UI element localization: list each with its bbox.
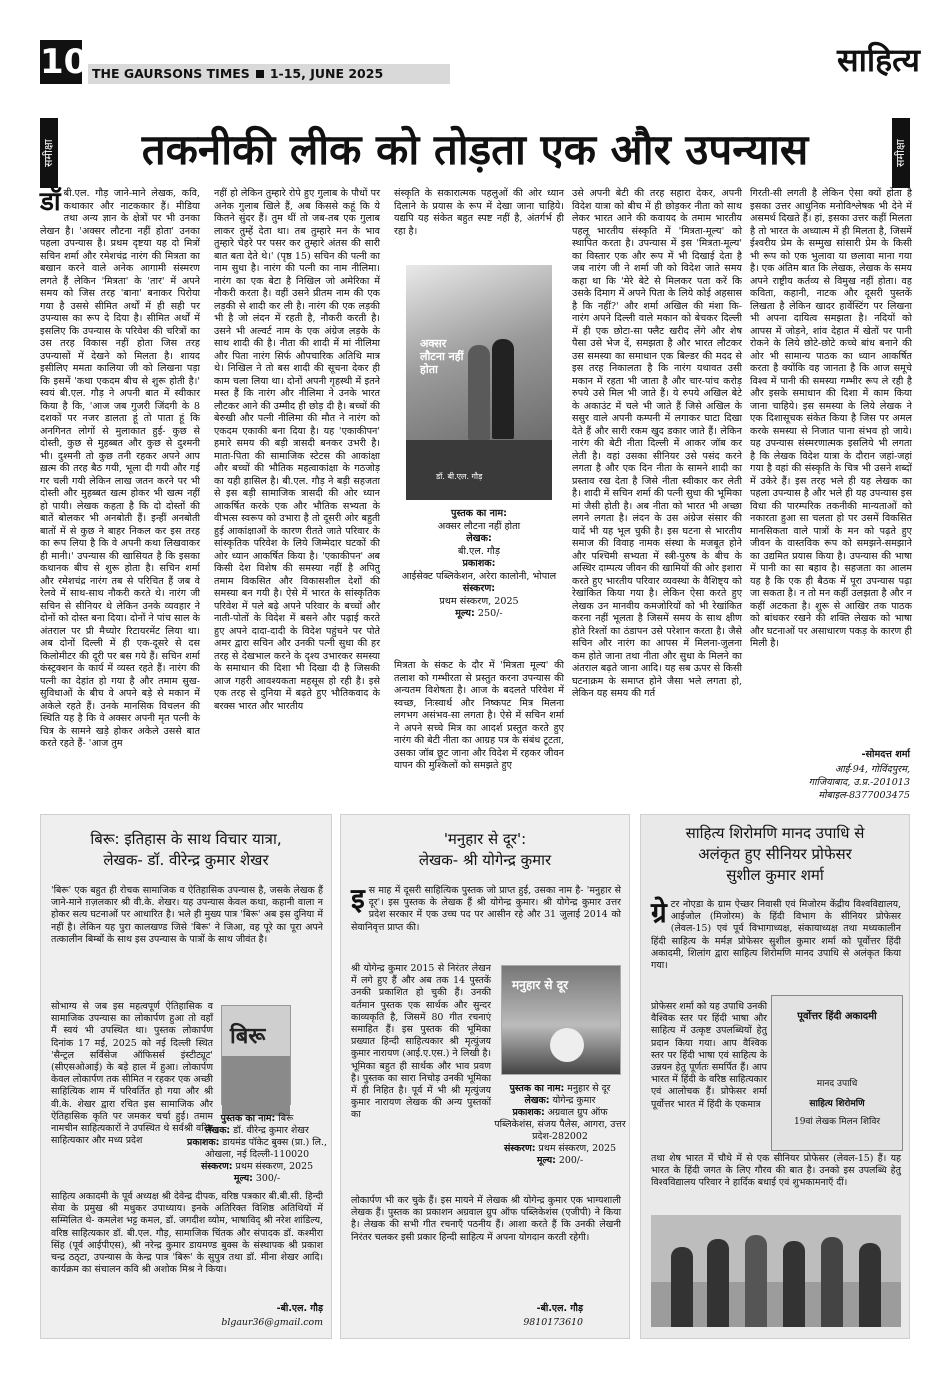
panel3-title-line2: अलंकृत हुए सीनियर प्रोफेसर bbox=[698, 845, 852, 863]
panel1-email: blgaur36@gmail.com bbox=[221, 1317, 323, 1328]
article-text-4: उसे अपनी बेटी की तरह सहारा देकर, अपनी विदेश यात्रा को बीच में ही छोड़कर नीता को साथ लेकर भारत आने की कवायद के तमाम भारतीय पहलू भारतीय संस्कृति में 'मित्रता-मूल्य' को स्थापित करता है। उपन्यास में इस 'मित्रता-मूल्य' का विस्तार एक और रूप में भी दिखाई देता है जब नारंग जी ने शर्मा जी को विदेश जाते समय कहा था कि 'मेरे बेटे से मिलकर पता करें कि उसके दिमाग में अपने पिता के लिये कोई अहसास है कि नहीं?' और शर्मा अखिल की मंशा कि- नारंग अपने दिल्ली वाले मकान को बेचकर दिल्ली में ही एक छोटा-सा फ्लैट खरीद लेंगे और शेष पैसा उसे भेज दें, समझता है और भारत लौटकर उस समस्या का समाधान एक बिल्डर की मदद से इस तरह निकालता है कि नारंग यथावत उसी मकान में रहता भी जाता है और चार-पांच करोड़ रुपये उसे मिल भी जाते हैं। ये रुपये अखिल बेटे के अकाउंट में चले भी जाते हैं जिसे अखिल के ससुर वाले अपनी कम्पनी में लगाकर घाटा दिखा देते हैं और सारी रकम खुद डकार जाते हैं। लेकिन नारंग की बेटी नीता दिल्ली में आकर जॉब कर लेती है। वहां उसका सीनियर उसे पसंद करने लगता है और एक दिन नीता के सामने शादी का प्रस्ताव रख देता है जिसे नीता स्वीकार कर लेती है। शादी में सचिन शर्मा की पत्नी सुधा की भूमिका मां जैसी होती है। अब नीता को भारत भी अच्छा लगने लगता है। लंदन के उस अंग्रेज संसार की यादें भी यह भूल चुकी है। इस घटना से भारतीय समाज की विवाह नामक संस्था के मजबूत होने और पश्चिमी सभ्यता में स्त्री-पुरुष के बीच के अस्थिर दाम्पत्य जीवन की खामियों की ओर इशारा करते हुए भारतीय परिवार व्यवस्था के वैशिष्ट्य को रेखांकित किया गया है। लेकिन ऐसा करते हुए लेखक उन मानवीय कमजोरियों को भी रेखांकित करना नहीं भूलता है जिसमें समय के साथ क्षीण होते रिश्तों का ठंडापन उसे परेशान करता है। जैसे सचिन और नारंग का आपस में मिलना-जुलना कम होते जाना तथा नीता और सुधा के मिलने का अंतराल बढ़ते जाना आदि। यह सब ऊपर से किसी घटनाक्रम के समाप्त होने जैसा भले लगता हो, लेकिन यह समय की गर्त bbox=[572, 188, 742, 699]
manuhar-cover-title: मनुहार से दूर bbox=[512, 978, 568, 992]
manuhar-cover-image bbox=[501, 965, 621, 1075]
person-figure bbox=[707, 1239, 729, 1327]
article-column-3-top bbox=[394, 188, 564, 250]
panel2-edition-label: संस्करण: bbox=[503, 1143, 536, 1154]
square-bullet-icon bbox=[256, 70, 264, 78]
book-publisher: आईसेक्ट पब्लिकेशन, अरेरा कालोनी, भोपाल bbox=[401, 570, 557, 582]
panel2-dropcap: इ bbox=[351, 882, 365, 915]
panel3-text-bottom: तथा शेष भारत में चौथे में से एक सीनियर प्रोफेसर (लेवल-15) हैं। यह भारत के हिंदी जगत के लिए गौरव की बात है। उनको इस उपलब्धि हेतु विश्वविद्यालय परिवार ने हार्दिक बधाई एवं शुभकामनाएँ दीं। bbox=[651, 1153, 901, 1189]
panel1-book-info bbox=[187, 1113, 327, 1185]
panel2-text-mid: श्री योगेन्द्र कुमार 2015 से निरंतर लेखन में लगे हुए हैं और अब तक 14 पुस्तकें उनकी प्रकाशित हो चुकी हैं। उनकी वर्तमान पुस्तक एक सार्थक और सुन्दर काव्यकृति है, जिसमें 80 गीत रचनाएं समाहित हैं। इस पुस्तक की भूमिका प्रख्यात हिन्दी साहित्यकार श्री मृत्युंजय कुमार नारायण (आई.ए.एस.) ने लिखी है। भूमिका बहुत ही सार्थक और भाव प्रवण है। पुस्तक का सारा निचोड़ उनकी भूमिका में ही निहित है। पूर्व में भी श्री मृत्युंजय कुमार नारायण लेखक की अन्य पुस्तकों का bbox=[351, 963, 491, 1121]
article-headline: तकनीकी लीक को तोड़ता एक और उपन्यास bbox=[141, 125, 809, 174]
award-ceremony-photo bbox=[651, 1215, 901, 1327]
article-text-3a: संस्कृति के सकारात्मक पहलुओं की ओर ध्यान दिलाने के प्रयास के रूप में देखा जाना चाहिये। यद्यपि यह संकेत बहुत स्पष्ट नहीं है, अंतर्गर्भ ही रहा है। bbox=[394, 188, 564, 237]
certificate-title: पूर्वोत्तर हिंदी अकादमी bbox=[797, 1011, 877, 1022]
panel2-signature: -बी.एल. गौड़ bbox=[536, 1303, 583, 1314]
panel2-phone: 9810173610 bbox=[523, 1317, 583, 1328]
panel1-title-line1: बिरू: इतिहास के साथ विचार यात्रा, bbox=[90, 830, 282, 848]
panel1-edition: प्रथम संस्करण, 2025 bbox=[235, 1161, 314, 1172]
article-column-4 bbox=[572, 188, 742, 740]
signature-mobile: मोबाइल-8377003475 bbox=[818, 790, 910, 801]
news-panel-award bbox=[640, 814, 910, 1339]
panel2-title bbox=[341, 829, 629, 871]
panel2-title-line2: लेखक- श्री योगेन्द्र कुमार bbox=[418, 851, 552, 869]
review-tag-right: समीक्षा bbox=[892, 118, 910, 188]
panel1-title bbox=[41, 829, 331, 871]
book-info bbox=[398, 508, 560, 621]
person-figure bbox=[745, 1235, 767, 1327]
cover-title: अक्सर लौटना नहीं होता bbox=[420, 337, 464, 376]
panel2-author-label: लेखक: bbox=[524, 1095, 550, 1106]
article-text-1: बी.एल. गौड़ जाने-माने लेखक, कवि, कथाकार और नाटककार हैं। मीडिया तथा अन्य ज्ञान के क्षेत्रों पर भी उनका लेखन है। 'अक्सर लौटना नहीं होता' उनका पहला उपन्यास है। प्रथम दृष्टया यह दो मित्रों सचिन शर्मा और रमेशचंद्र नारंग की मित्रता का बखान करने वाले अनेक आगामी संस्मरण लगते हैं लेकिन 'मित्रता' के 'तार' में अपने समय को जिस तरह 'बाना' बनाकर पिरोया गया है उससे सीमित अर्थों में ही सही पर उपन्यास का रूप दे दिया है। सीमित अर्थों में इसलिए कि उपन्यास के परिवेश की चरित्रों का उस तरह विकास नहीं होता जिस तरह उपन्यासों में देखने को मिलता है। शायद इसीलिए ममता कालिया जी को लिखना पड़ा कि इसमें 'कथा एकदम बीच से शुरू होती है।' स्वयं बी.एल. गौड़ ने अपनी बात में स्वीकार किया है कि, 'आज जब गुजरी जिंदगी के 8 दशकों पर नजर डालता हूं तो पाता हूं कि अनगिनत लोगों से मुलाकात हुई- कुछ से दोस्ती, कुछ से मुहब्बत और कुछ से दुश्मनी भी। दुश्मनी तो कुछ तनी रहकर अपने आप ख़त्म की तरह बैठ गयी, भूला दी गयी और गई गर चली गयी लेकिन लाख जतन करने पर भी दोस्ती और मुहब्बत खत्म होकर भी खत्म नहीं हो पायी। लेखक कहता है कि दो दोस्तों की बातें बोलकर भी अनबोती हैं। इन्हीं अनबोती बातों में से कुछ ने बाहर निकल कर इस तरह का रूप लिया है कि वे अपनी कथा लिखवाकर ही मानी।' उपन्यास की खासियत है कि इसका कथानक बीच से शुरू होता है। सचिन शर्मा और रमेशचंद्र नारंग तब से परिचित हैं जब वे रेलवे में साथ-साथ नौकरी करते थे। नारंग जी सचिन से सीनियर थे लेकिन उनके व्यवहार ने दोनों को दोस्त बना दिया। दोनों ने पांच साल के अंतराल पर प्री मैच्योर रिटायरमेंट लिया था। अब दोनों दिल्ली में ही एक-दूसरे से दस किलोमीटर की दूरी पर बस गये हैं। सचिन शर्मा कंस्ट्रक्शन के कार्य में व्यस्त रहते हैं। नारंग की पत्नी का देहांत हो गया है और तमाम सुख-सुविधाओं के बीच वे अपने बड़े से मकान में अकेले रहते हैं। उनके मानसिक विचलन की स्थिति यह है कि वे अक्सर अपनी मृत पत्नी के चित्र के सामने खड़े होकर अकेले उससे बात करते रहते हैं- 'आज तुम bbox=[40, 188, 200, 749]
panel3-text-top bbox=[651, 896, 901, 997]
book-author-label: लेखक: bbox=[466, 533, 492, 544]
biru-cover-image bbox=[221, 1005, 291, 1105]
certificate-subtitle: मानद उपाधि bbox=[816, 1079, 858, 1089]
certificate-honour: साहित्य शिरोमणि bbox=[809, 1099, 865, 1109]
dropcap: डॉ bbox=[40, 187, 61, 217]
certificate-photo bbox=[771, 995, 903, 1151]
panel1-name: बिरू bbox=[278, 1113, 294, 1124]
panel1-price: 300/- bbox=[255, 1173, 281, 1184]
panel3-text-top-body: टर नोएडा के ग्राम ऐच्छर निवासी एवं मिजोरम केंद्रीय विश्वविद्यालय, आईजोल (मिजोरम) के हिंदी विभाग के सीनियर प्रोफेसर (लेवल-15) एवं पूर्व विभागाध्यक्ष, संकायाध्यक्ष तथा मध्यकालीन हिंदी साहित्य के मर्मज्ञ प्रोफेसर सुशील कुमार शर्मा को पूर्वोत्तर हिंदी अकादमी, शिलांग द्वारा साहित्य शिरोमणि मानद उपाधि से अलंकृत किया गया। bbox=[651, 899, 901, 972]
article-text-5: गिरती-सी लगती है लेकिन ऐसा क्यों होता है इसका उत्तर आधुनिक मनोविश्लेषक भी देने में असमर्थ दिखते हैं। हां, इसका उत्तर कहीं मिलता है तो भारत के अध्यात्म में ही मिलता है, जिसमें ईश्वरीय प्रेम के सम्मुख सांसारी प्रेम के किसी भी रूप को एक भुलावा या छलावा माना गया है। एक अंतिम बात कि लेखक, लेखक के समय अपने राष्ट्रीय कर्तव्य से विमुख नहीं होता। वह कविता, कहानी, नाटक और दूसरी पुस्तकें लिखता है लेकिन खादर हार्वेस्टिंग पर लिखना भी अपना दायित्व समझता है। नदियों को आपस में जोड़ने, शांव देहात में खेतों पर पानी रोकने के लिये छोटे-छोटे कच्चे बांध बनाने की ओर भी सामान्य पाठक का ध्यान आकर्षित करता है क्योंकि वह जानता है कि आज समूचे विश्व में पानी की समस्या गम्भीर रूप ले रही है और इसके समाधान की दिशा में काम किया जाना चाहिये। इस समस्या के लिये लेखक ने एक दिशासूचक संकेत किया है जिस पर अमल करके समस्या से निजात पाना संभव हो जाये। यह उपन्यास संस्मरणात्मक इसलिये भी लगता है कि लेखक विदेश यात्रा के दौरान जहां-जहां गया है वहां की संस्कृति के चित्र भी उसने शब्दों में उकेरे हैं। इस तरह भले ही यह लेखक का पहला उपन्यास है और भले ही यह उपन्यास इस विधा की पारम्परिक तकनीकी मान्यताओं को नकारता हुआ सा चलता हो पर उसमें विकसित मानसिकता वाले पात्रों के मन को पढ़ते हुए जीवन के वास्तविक रूप को समझने-समझाने का उद्यमित प्रयास किया है। उपन्यास की भाषा में पानी का सा बहाव है। सहजता का आलम यह है कि एक ही बैठक में पूरा उपन्यास पढ़ा जा सकता है। न तो मन कहीं उलझता है और न कहीं अटकता है। शुरू से आखिर तक पाठक को बांधकर रखने की शक्ति लेखक को भाषा और घटनाओं पर असाधारण पकड़ के कारण ही मिली है। bbox=[750, 188, 912, 649]
panel1-text-bottom: साहित्य अकादमी के पूर्व अध्यक्ष श्री देवेन्द्र दीपक, वरिष्ठ पत्रकार बी.बी.सी. हिन्दी सेवा के प्रमुख श्री मधुकर उपाध्याय। इनके अतिरिक्त विशिष्ठ अतिथियों में सम्मिलित थे- कमलेश भट्ट कमल, डॉ. जगदीश व्योम, भाषाविद् श्री नरेश शांडिल्य, वरिष्ठ साहित्यकार डॉ. बी.एल. गौड़, सामाजिक चिंतक और संपादक डॉ. कश्मीरा सिंह (पूर्व आईपीएस), श्री नरेन्द्र कुमार डायमण्ड बुक्स के संस्थापक श्री प्रकाश चन्द्र ठठ्टा, उपन्यास के केन्द्र पात्र 'बिरू' के सुपुत्र तथा डॉ. मीना शेखर आदि। कार्यक्रम का संचालन कवि श्री अशोक मिश्र ने किया। bbox=[51, 1191, 323, 1276]
panel1-text-mid: सोभाग्य से जब इस महत्वपूर्ण ऐतिहासिक व सामाजिक उपन्यास का लोकार्पण हुआ तो वहाँ मैं स्वयं भी उपस्थित था। पुस्तक लोकार्पण दिनांक 17 मई, 2025 को नई दिल्ली स्थित 'सैन्ट्रल सर्विसेज ऑफिसर्स इंस्टीट्यूट' (सीएसओआई) के बड़े हाल में हुआ। लोकार्पण केवल लोकार्पण तक सीमित न रहकर एक अच्छी साहित्यिक शाम में परिवर्तित हो गया और श्री वी.के. शेखर द्वारा रचित इस सामाजिक और ऐतिहासिक कृति पर जमकर चर्चा हुई। तमाम नामचीन साहित्यकारों ने उपस्थित थे सर्वश्री वरिष्ठ साहित्यकार और मध्य प्रदेश bbox=[51, 1001, 213, 1147]
panel2-title-line1: 'मनुहार से दूर': bbox=[443, 830, 527, 848]
panel1-text-top: 'बिरू' एक बहुत ही रोचक सामाजिक व ऐतिहासिक उपन्यास है, जसके लेखक हैं जाने-माने ग़ज़लकार श्री वी.के. शेखर। यह उपन्यास केवल कथा, कहानी वाला न होकर सत्य घटनाओं पर आधारित है। भले ही मुख्य पात्र 'बिरू' अब इस दुनिया में नहीं है। लेकिन यह पुरा कालखण्ड जिसे 'बिरू' ने जिआ, वह पूरे का पूरा अपने तत्कालीन बिम्बों के साथ इस उपन्यास के पात्रों के साथ जीवंत है। bbox=[51, 885, 323, 945]
person-figure bbox=[821, 1237, 843, 1327]
panel1-edition-label: संस्करण: bbox=[200, 1161, 233, 1172]
book-edition: प्रथम संस्करण, 2025 bbox=[439, 595, 519, 607]
panel1-author-label: लेखक: bbox=[205, 1125, 231, 1136]
cover-figure-woman bbox=[468, 345, 490, 440]
page-number: 10 bbox=[40, 42, 88, 82]
article-column-1 bbox=[40, 187, 200, 749]
panel1-name-label: पुस्तक का नाम: bbox=[220, 1113, 276, 1124]
article-signature bbox=[720, 748, 910, 802]
person-figure bbox=[859, 1243, 881, 1327]
person-figure bbox=[671, 1247, 693, 1327]
masthead bbox=[92, 64, 383, 84]
panel3-title-line1: साहित्य शिरोमणि मानद उपाधि से bbox=[685, 824, 865, 842]
page-header bbox=[40, 40, 920, 84]
article-text-3b: मित्रता के संकट के दौर में 'मित्रता मूल्य' की तलाश को गम्भीरता से प्रस्तुत करना उपन्यास की अन्यतम विशेषता है। आज के बदलते परिवेश में स्वच्छ, निःस्वार्थ और निष्कपट मित्र मिलना लगभग असंभव-सा लगता है। ऐसे में सचिन शर्मा ने अपने सच्चे मित्र का आदर्श प्रस्तुत करते हुए नारंग की बेटी नीता का आग्रह पत्र के संबंध टूटता, उसका जॉब छूट जाना और विदेश में रहकर जीवन यापन की मुश्किलों को समझते हुए bbox=[394, 660, 564, 771]
panel1-author: डॉ. वीरेन्द्र कुमार शेखर bbox=[233, 1125, 309, 1136]
book-price-label: मूल्य: bbox=[455, 608, 475, 619]
article-text-2: नहीं हो लेकिन तुम्हारे रोपे हुए गुलाब के पौधों पर अनेक गुलाब खिले हैं, अब किससे कहूं कि ये कितने सुंदर हैं। तुम थीं तो जब-तब एक गुलाब लाकर तुम्हें देता था। तब तुम्हारे मन के भाव तुम्हारे चेहरे पर पसर कर तुम्हारे अंतस की सारी बात बता देते थे।' (पृष्ठ 15) सचिन की पत्नी का नाम सुधा है। नारंग की पत्नी का नाम नीलिमा। नारंग का एक बेटा है निखिल जो अमेरिका में नौकरी करता है। वहीं उसने प्रीतम नाम की एक लड़की से शादी कर ली है। नारंग की एक लड़की भी है जो लंदन में रहती है, नौकरी करती है। उसने भी अल्वर्ट नाम के एक अंग्रेज लड़के के साथ शादी की है। नीता की शादी में मां नीलिमा और पिता नारंग सिर्फ औपचारिक अतिथि मात्र थे। निखिल ने तो बस शादी की सूचना देकर ही काम चला लिया था। दोनों अपनी गृहस्थी में इतने मस्त हैं कि नारंग और नीलिमा ने उनके भारत लौटकर आने की उम्मीद ही छोड़ दी है। बच्चों की बेरुखी और पत्नी नीलिमा की मौत ने नारंग को एकदम एकाकी बना दिया है। यह 'एकाकीपन' हमारे समय की बड़ी त्रासदी बनकर उभरी है। माता-पिता की सामाजिक स्टेटस की आकांक्षा और बच्चों की भौतिक महत्वाकांक्षा के गठजोड़ का यही हासिल है। बी.एल. गौड़ ने बड़ी सहजता से इस बड़ी सामाजिक त्रासदी की ओर ध्यान आकर्षित करके एक और भौतिक सभ्यता के वीभत्स स्वरूप को उभारा है तो दूसरी ओर बहुती हुई आकांक्षाओं के कारण रीतते जाते परिवार के सांस्कृतिक परिवेश के लिये जिम्मेदार घटकों की ओर ध्यान आकर्षित किया है। 'एकाकीपन' अब किसी देश विशेष की समस्या नहीं है अपितु तमाम विकसित और विकासशील देशों की समस्या बन गयी है। ऐसे में भारत के सांस्कृतिक परिवेश में पले बढ़े अपने परिवार के बच्चों और नाती-पोतों के विदेश में बसने और पढ़ाई करते हुए अपने दादा-दादी के विदेश पहुंचने पर पोते अमर द्वारा सचिन और उनकी पत्नी सुधा की हर तरह से देखभाल करने के दृश्य उभारकर समस्या के समाधान की दिशा भी दिखा दी है जिसकी आज गहरी आवश्यकता महसूस हो रही है। इसे एक तरह से दुनिया में बढ़ते हुए भौतिकवाद के बरक्स भारत और भारतीय bbox=[214, 188, 380, 712]
panel1-publisher-label: प्रकाशक: bbox=[187, 1137, 220, 1148]
panel1-signature: -बी.एल. गौड़ bbox=[276, 1303, 323, 1314]
panel2-author: योगेन्द्र कुमार bbox=[552, 1095, 596, 1106]
book-publisher-label: प्रकाशक: bbox=[462, 558, 496, 569]
review-tag-left: समीक्षा bbox=[40, 118, 58, 188]
article-column-2 bbox=[214, 188, 380, 738]
panel2-name: मनुहार से दूर bbox=[567, 1083, 611, 1094]
panel2-book-info bbox=[493, 1083, 627, 1167]
certificate-event: 19वां लेखक मिलन शिविर bbox=[793, 1117, 881, 1127]
book-name: अक्सर लौटना नहीं होता bbox=[437, 520, 521, 532]
book-price: 250/- bbox=[477, 608, 503, 619]
panel3-title bbox=[641, 823, 909, 886]
panel2-text-top bbox=[351, 882, 621, 959]
book-edition-label: संस्करण: bbox=[462, 583, 496, 594]
cover-figure-man bbox=[492, 339, 514, 439]
panel3-dropcap: ग्रे bbox=[651, 896, 667, 929]
panel2-price-label: मूल्य: bbox=[536, 1155, 556, 1166]
issue-date: 1-15, JUNE 2025 bbox=[269, 66, 384, 81]
panel1-price-label: मूल्य: bbox=[233, 1173, 253, 1184]
book-name-label: पुस्तक का नाम: bbox=[451, 508, 507, 519]
book-author: बी.एल. गौड़ bbox=[458, 545, 500, 557]
review-panel-biru bbox=[40, 814, 332, 1339]
panel3-text-mid: प्रोफेसर शर्मा को यह उपाधि उनकी वैश्विक स्तर पर हिंदी भाषा और साहित्य में उत्कृष्ट उपलब्धियों हेतु प्रदान किया गया। आप वैश्विक स्तर पर हिंदी भाषा एवं साहित्य के उन्नयन हेतु पूर्णतः समर्पित हैं। आप भारत में हिंदी के वरिष्ठ साहित्यकार एवं आलोचक हैं। प्रोफेसर शर्मा पूर्वोत्तर भारत में हिंदी के एकमात्र bbox=[651, 1001, 767, 1110]
panel2-name-label: पुस्तक का नाम: bbox=[509, 1083, 565, 1094]
biru-cover-title: बिरू bbox=[230, 1024, 266, 1049]
panel1-title-line2: लेखक- डॉ. वीरेन्द्र कुमार शेखर bbox=[103, 851, 269, 869]
book-cover-image bbox=[406, 265, 552, 500]
signature-address-2: गाजियाबाद, उ.प्र.-201013 bbox=[808, 777, 910, 788]
signature-address-1: आई-94, गोविंदपुरम, bbox=[834, 764, 910, 775]
masthead-title: THE GAURSONS TIMES bbox=[92, 66, 250, 81]
article-column-3-bottom bbox=[394, 660, 564, 771]
panel2-price: 200/- bbox=[558, 1155, 584, 1166]
signature-name: -सोमदत्त शर्मा bbox=[861, 749, 910, 760]
article-column-5 bbox=[750, 188, 912, 736]
manuhar-cover-sun bbox=[550, 1028, 584, 1062]
panel2-edition: प्रथम संस्करण, 2025 bbox=[538, 1143, 617, 1154]
panel1-publisher: डायमंड पॉकेट बुक्स (प्रा.) लि., ओखला, नई दिल्ली-110020 bbox=[204, 1137, 327, 1160]
panel3-title-line3: सुशील कुमार शर्मा bbox=[726, 866, 824, 884]
cover-ground bbox=[406, 440, 552, 500]
panel2-text-bottom: लोकार्पण भी कर चुके हैं। इस मायने में लेखक श्री योगेन्द्र कुमार एक भाग्यशाली लेखक हैं। पुस्तक का प्रकाशन अग्रवाल ग्रुप ऑफ पब्लिकेशंस (एजीपी) ने किया है। लेखक की सभी गीत रचनाएँ पठनीय हैं। आशा करते हैं कि उनकी लेखनी निरंतर चलकर इसी प्रकार हिन्दी साहित्य में अपना योगदान करती रहेगी। bbox=[351, 1195, 621, 1243]
person-figure bbox=[783, 1241, 805, 1327]
biru-cover-strip bbox=[222, 1056, 290, 1116]
review-panel-manuhar bbox=[340, 814, 630, 1339]
cover-author: डॉ. बी.एल. गौड़ bbox=[436, 472, 483, 481]
panel2-publisher: अग्रवाल ग्रुप ऑफ पब्लिकेशंस, संजय पैलेस, आगरा, उत्तर प्रदेश-282002 bbox=[494, 1107, 626, 1142]
section-title: साहित्य bbox=[836, 41, 920, 79]
panel2-text-top-body: स माह में दूसरी साहित्यिक पुस्तक जो प्राप्त हुई, उसका नाम है- 'मनुहार से दूर'। इस पुस्तक के लेखक हैं श्री योगेन्द्र कुमार। श्री योगेन्द्र कुमार उत्तर प्रदेश सरकार में एक उच्च पद पर आसीन रहे और 31 जुलाई 2014 को सेवानिवृत्त प्राप्त की। bbox=[351, 885, 621, 933]
panel2-publisher-label: प्रकाशक: bbox=[512, 1107, 545, 1118]
